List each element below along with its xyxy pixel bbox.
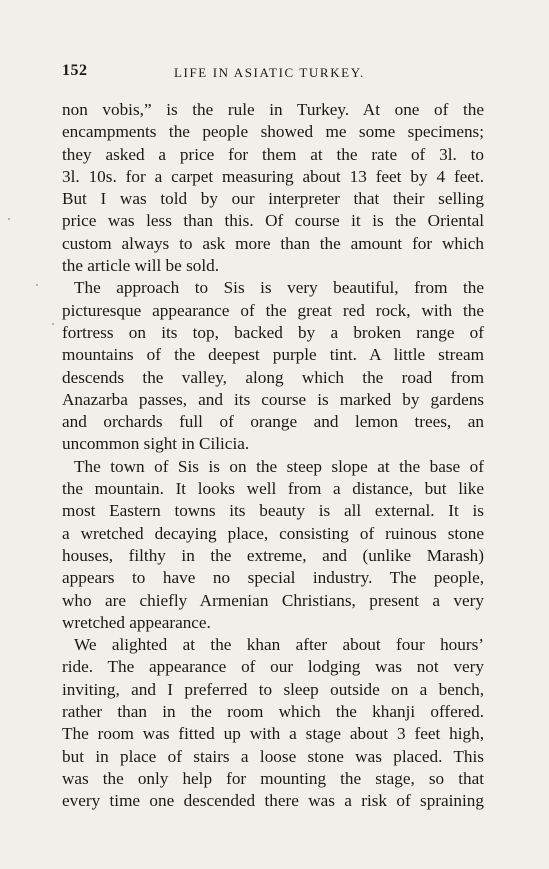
text-line: most Eastern towns its beauty is all external. It is — [62, 501, 484, 521]
text-line: custom always to ask more than the amount for which — [62, 233, 484, 253]
paragraph-start-line: The town of Sis is on the steep slope at the base of — [74, 456, 484, 476]
text-line: price was less than this. Of course it is the Oriental — [62, 211, 484, 231]
text-line: picturesque appearance of the great red rock, with the — [62, 300, 484, 320]
paper-speck — [52, 323, 54, 325]
text-line: they asked a price for them at the rate of 3l. to — [62, 144, 484, 164]
text-line: a wretched decaying place, consisting of ruinous stone — [62, 523, 484, 543]
text-line: Anazarba passes, and its course is marked by gardens — [62, 389, 484, 409]
page-header — [62, 62, 488, 84]
text-line: mountains of the deepest purple tint. A little stream — [62, 345, 484, 365]
text-line: But I was told by our interpreter that their selling — [62, 189, 484, 209]
text-line: the mountain. It looks well from a distance, but like — [62, 479, 484, 499]
text-line: fortress on its top, backed by a broken range of — [62, 322, 484, 342]
text-line: who are chiefly Armenian Christians, present a very — [62, 590, 484, 610]
text-line: and orchards full of orange and lemon trees, an — [62, 412, 484, 432]
text-line: ride. The appearance of our lodging was not very — [62, 657, 484, 677]
text-line: non vobis,” is the rule in Turkey. At one of the — [62, 100, 484, 119]
text-line: 3l. 10s. for a carpet measuring about 13 feet by 4 feet. — [62, 166, 484, 186]
text-line: houses, filthy in the extreme, and (unlike Marash) — [62, 545, 484, 565]
paper-speck — [8, 218, 10, 220]
page-number: 152 — [62, 62, 88, 79]
running-head: LIFE IN ASIATIC TURKEY. — [174, 65, 365, 80]
paragraph-start-line: We alighted at the khan after about four hours’ — [74, 635, 484, 655]
text-line: appears to have no special industry. The people, — [62, 568, 484, 588]
paper-speck — [36, 284, 38, 286]
text-line: The room was fitted up with a stage about 3 feet high, — [62, 724, 484, 744]
body-text — [62, 99, 484, 813]
text-line: the article will be sold. — [62, 256, 220, 276]
text-line: but in place of stairs a loose stone was placed. This — [62, 746, 484, 766]
text-line: inviting, and I preferred to sleep outside on a bench, — [62, 679, 484, 699]
text-line: encampments the people showed me some specimens; — [62, 122, 484, 142]
text-line: every time one descended there was a risk of spraining — [62, 791, 484, 811]
text-line: rather than in the room which the khanji offered. — [62, 702, 484, 722]
text-line: descends the valley, along which the road from — [62, 367, 484, 387]
text-line: wretched appearance. — [62, 612, 211, 632]
text-line: uncommon sight in Cilicia. — [62, 434, 250, 454]
text-line: was the only help for mounting the stage, so that — [62, 768, 484, 788]
paragraph-start-line: The approach to Sis is very beautiful, from the — [74, 278, 484, 298]
